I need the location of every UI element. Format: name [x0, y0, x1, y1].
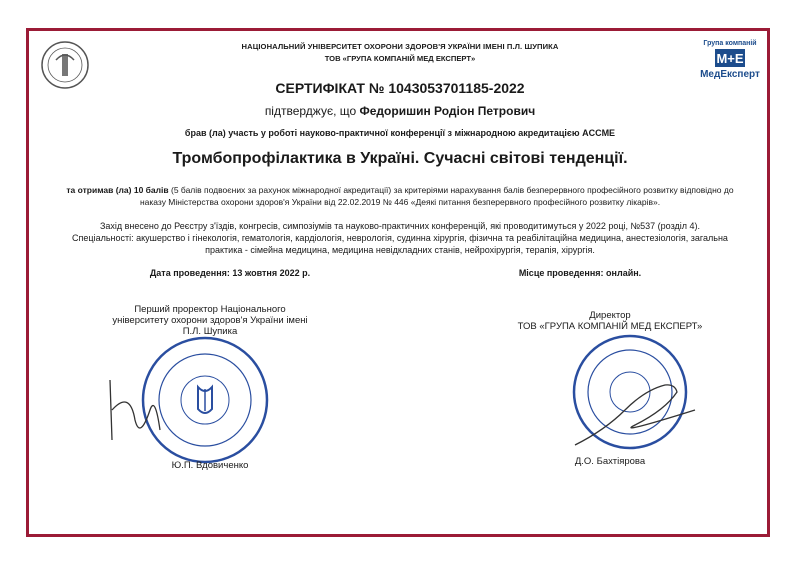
- registry-info: [60, 220, 740, 256]
- confirmation-line: [150, 104, 650, 118]
- points-bold: та отримав (ла) 10 балів: [66, 185, 169, 195]
- points-details: (5 балів подвоєних за рахунок міжнародної акредитації) за критеріями нарахування балів безперервного професійного розвитку відповідно до наказу Міністерства охорони здоров'я України від 22.02.2019 № 446 «Деякі питання безперервного професійного розвитку лікарів».: [139, 185, 734, 207]
- left-signature: [100, 370, 180, 450]
- recipient-name: Федоришин Родіон Петрович: [359, 104, 536, 118]
- specialties-line: Спеціальності: акушерство і гінекологія, гематологія, кардіологія, неврологія, судинна хірургія, фізична та реабілітаційна медицина, анестезіологія, загальна практика - сімейна медицина, медицина невідкладних станів, нейрохірургія, терапія, хірургія.: [72, 233, 728, 255]
- right-signatory-org: ТОВ «ГРУПА КОМПАНІЙ МЕД ЕКСПЕРТ»: [517, 321, 703, 332]
- conference-title: Тромбопрофілактика в Україні. Сучасні світові тенденції.: [172, 150, 628, 167]
- confirmation-prefix: підтверджує, що: [264, 104, 360, 118]
- points-statement: [60, 184, 740, 208]
- university-emblem-icon: [40, 40, 90, 90]
- event-place: Місце проведення: онлайн.: [518, 268, 642, 278]
- left-signatory-name: Ю.П. Вдовиченко: [171, 460, 249, 471]
- company-logo-mark: M+E: [716, 50, 744, 66]
- registry-line: Захід внесено до Реєстру з'їздів, конгресів, симпозіумів та науково-практичних конференцій, які проводитимуться у 2022 році, №537 (розділ 4).: [99, 221, 701, 231]
- right-signature: [565, 370, 705, 460]
- right-signatory-name: Д.О. Бахтіярова: [574, 456, 646, 467]
- event-date: Дата проведення: 13 жовтня 2022 р.: [149, 268, 311, 278]
- right-signatory-title: [480, 310, 740, 332]
- organizer-university: НАЦІОНАЛЬНИЙ УНІВЕРСИТЕТ ОХОРОНИ ЗДОРОВ'Я УКРАЇНИ ІМЕНІ П.Л. ШУПИКА: [241, 42, 559, 51]
- participation-line: брав (ла) участь у роботі науково-практичної конференції з міжнародною акредитацією ACCME: [184, 128, 616, 138]
- company-logo-caption: Група компаній: [703, 40, 757, 47]
- left-signatory-title: Перший проректор Національного університету охорони здоров'я України імені П.Л. Шупика: [112, 304, 308, 337]
- organizer-company: ТОВ «ГРУПА КОМПАНІЙ МЕД ЕКСПЕРТ»: [324, 54, 476, 63]
- company-logo-word: МедЕксперт: [700, 69, 760, 80]
- right-signatory-position: Директор: [589, 310, 631, 321]
- certificate-title: СЕРТИФІКАТ № 1043053701185-2022: [275, 80, 525, 96]
- company-logo: [690, 40, 770, 80]
